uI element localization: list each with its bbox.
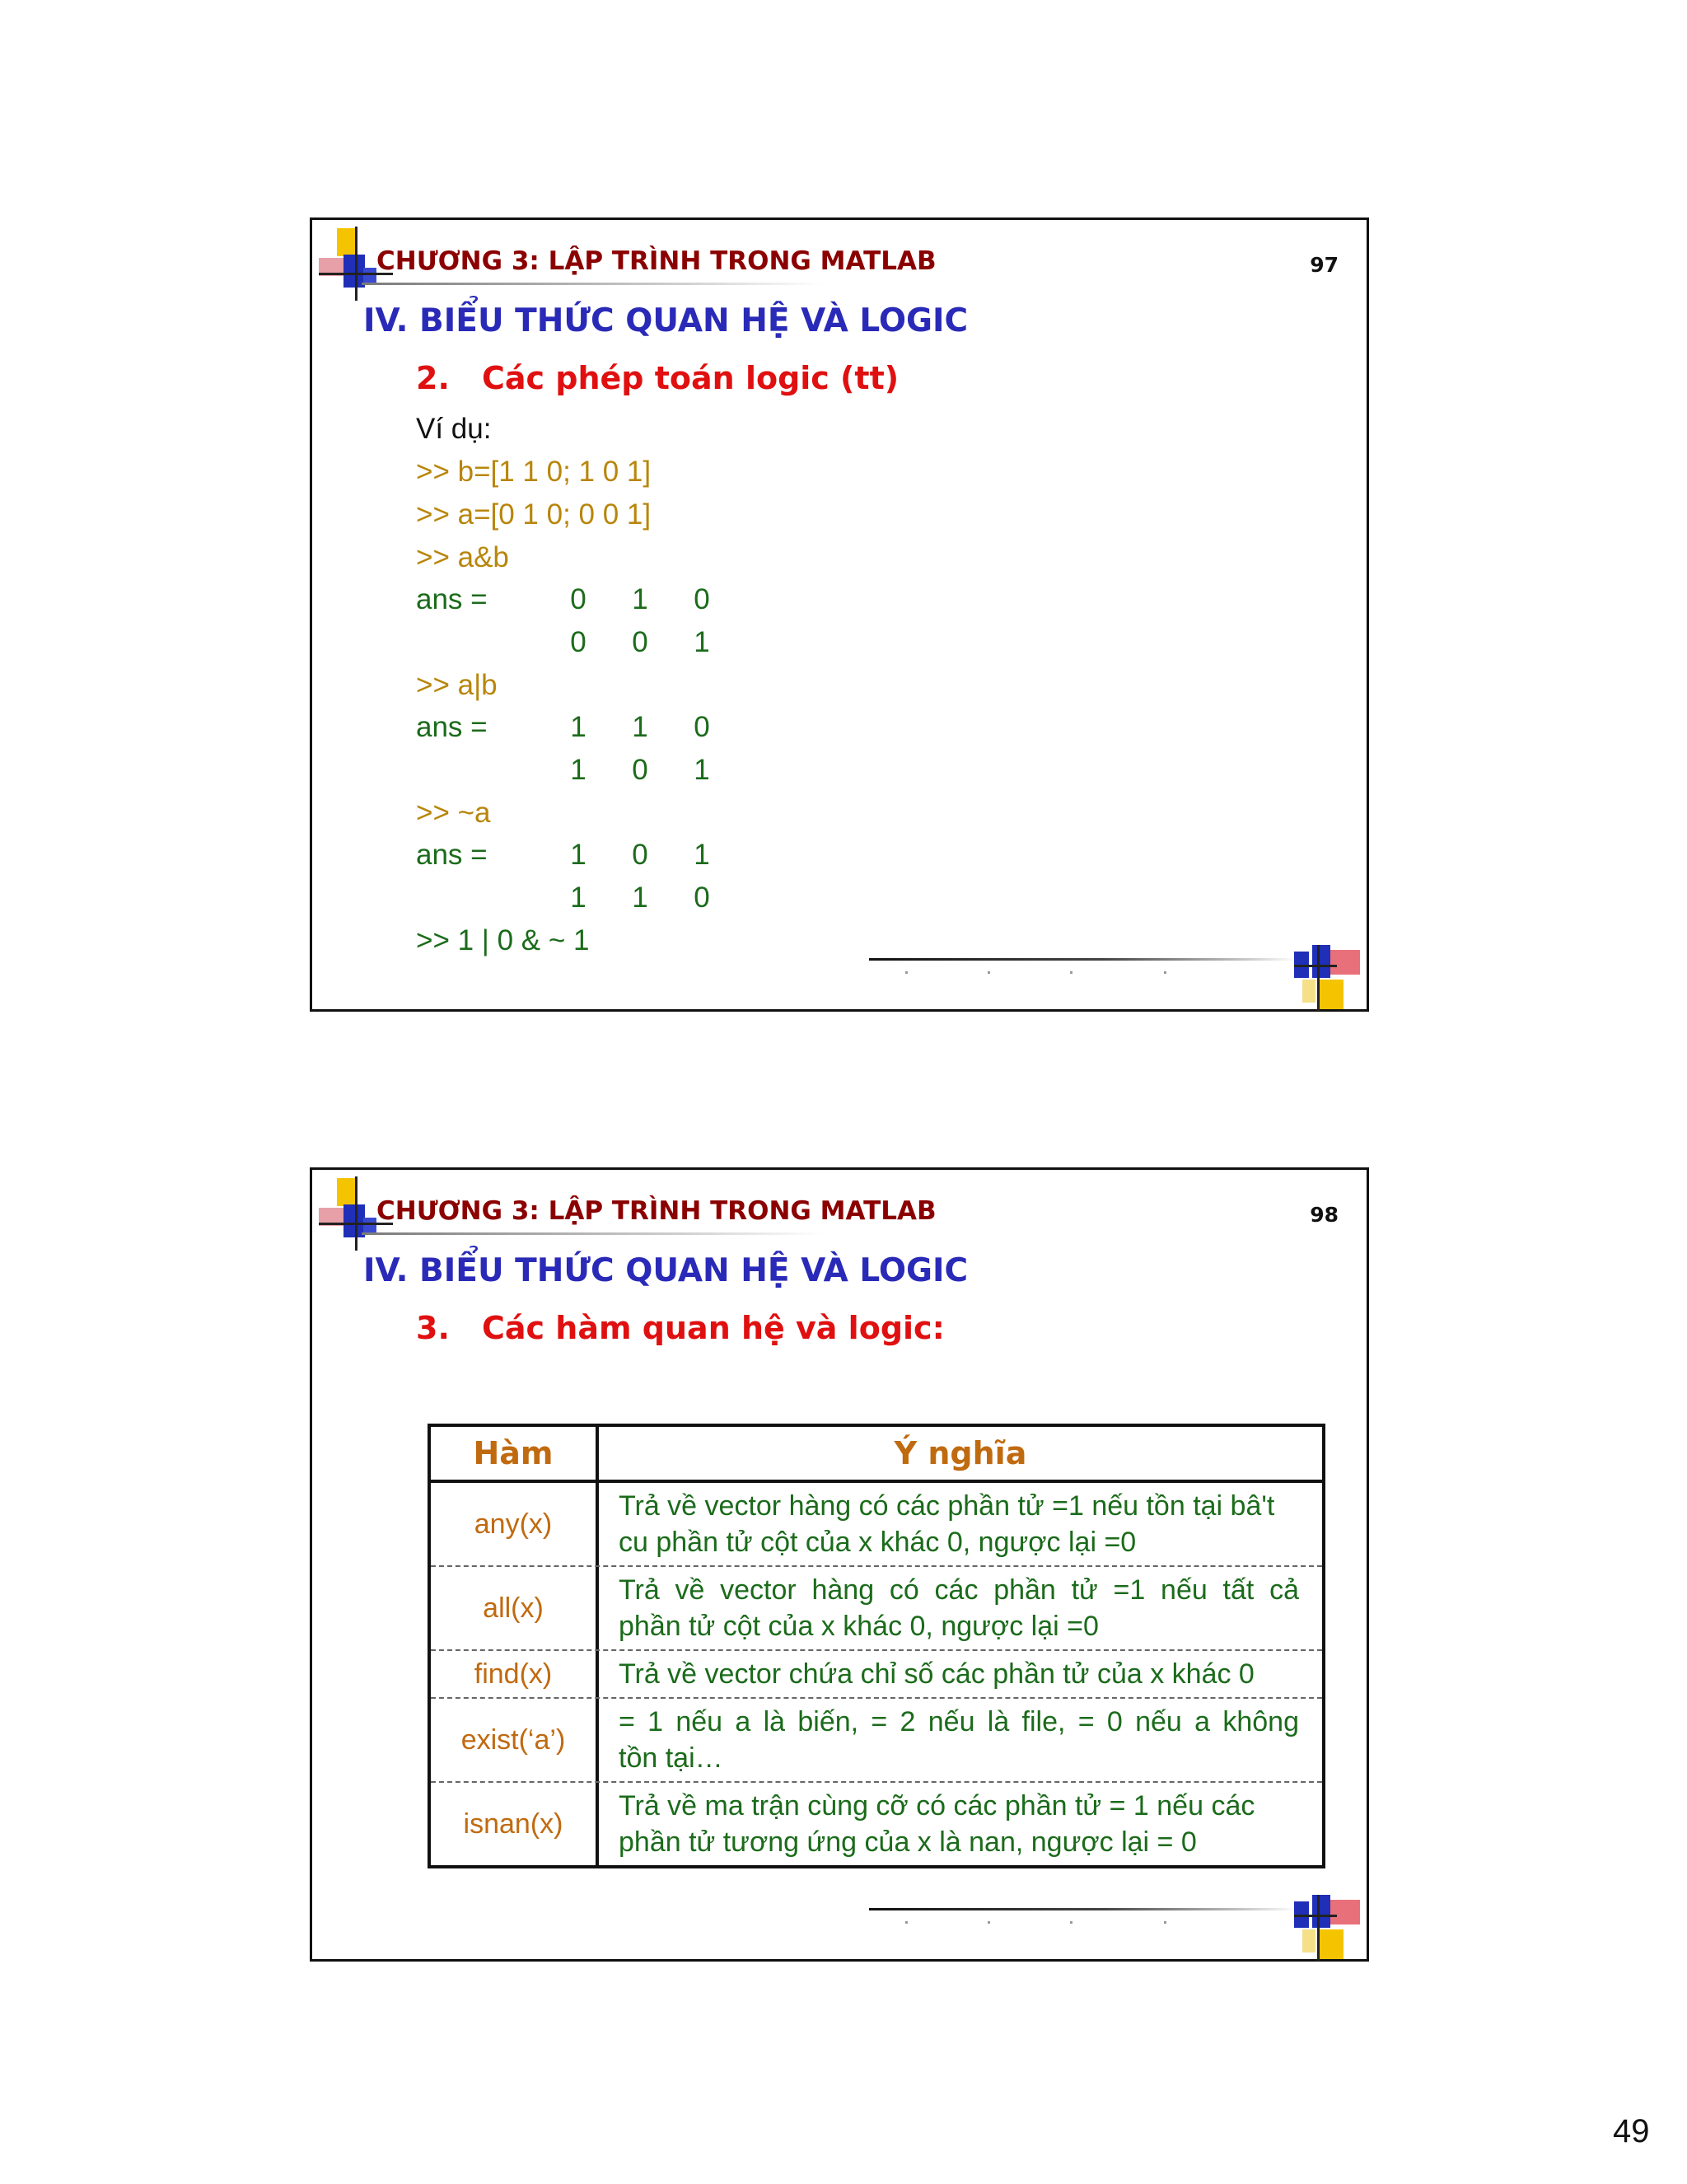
subsection-number: 3. [416,1310,450,1346]
matrix-cell: 0 [570,583,586,615]
description-line: tồn tại… [619,1742,723,1774]
slide-page-number: 98 [1310,1203,1339,1227]
code-line-expression: >> 1 | 0 & ~ 1 [416,924,590,956]
function-name: find(x) [431,1651,599,1697]
matrix-cell: 0 [694,882,710,914]
slide-98 [310,1167,1369,1962]
function-description [599,1567,1322,1649]
subsection-text: Các phép toán logic (tt) [482,360,900,396]
description-line: cu phần tử cột của x khác 0, ngược lại =0 [619,1527,1137,1558]
table-row [431,1699,1322,1783]
matrix-cell: 1 [570,882,586,914]
example-label: Ví dụ: [416,413,492,445]
function-description [599,1483,1322,1565]
matrix-cell: 0 [694,583,710,615]
function-name: isnan(x) [431,1783,599,1865]
footer-line [869,1908,1297,1910]
slide-97 [310,217,1369,1012]
function-description [599,1651,1322,1697]
matrix-cell: 1 [694,626,710,658]
matrix-cell: 0 [632,626,648,658]
description-line: Trả về vector hàng có các phần tử =1 nếu tồn tại bâ't [619,1490,1275,1522]
footer-logo [1294,945,1367,1011]
subsection-title [416,360,899,396]
section-title: IV. BIỂU THỨC QUAN HỆ VÀ LOGIC [363,302,969,339]
matrix-cell: 0 [694,711,710,743]
table-row [431,1483,1322,1567]
code-line-not: >> ~a [416,797,491,829]
logic-functions-table [428,1424,1325,1868]
description-line: phần tử cột của x khác 0, ngược lại =0 [619,1611,1099,1642]
matrix-cell: 0 [632,839,648,871]
matrix-cell: 1 [570,754,586,786]
table-row [431,1783,1322,1865]
description-line: phần tử tương ứng của x là nan, ngược lại = 0 [619,1826,1197,1858]
matrix-cell: 0 [632,754,648,786]
matrix-cell: 1 [632,711,648,743]
matrix-cell: 1 [570,839,586,871]
ans-label: ans = [416,711,488,743]
subsection-title [416,1310,945,1346]
matrix-cell: 1 [570,711,586,743]
subsection-number: 2. [416,360,450,396]
footer-logo [1294,1895,1367,1961]
chapter-underline [362,1232,823,1235]
matrix-cell: 1 [694,754,710,786]
code-line-a: >> a=[0 1 0; 0 0 1] [416,498,652,531]
matrix-cell: 1 [632,583,648,615]
description-line: = 1 nếu a là biến, = 2 nếu là file, = 0 nếu a không [619,1706,1299,1737]
chapter-title: CHƯƠNG 3: LẬP TRÌNH TRONG MATLAB [376,1196,937,1226]
table-row [431,1651,1322,1699]
code-line-and: >> a&b [416,541,509,573]
function-name: any(x) [431,1483,599,1565]
footer-line [869,958,1297,961]
document-page-number: 49 [1613,2113,1650,2149]
description-line: Trả về ma trận cùng cỡ có các phần tử = 1 nếu các [619,1790,1255,1822]
description-line: Trả về vector hàng có các phần tử =1 nếu tất cả [619,1574,1299,1606]
code-line-or: >> a|b [416,669,498,701]
slide-page-number: 97 [1310,253,1339,277]
header-meaning: Ý nghĩa [894,1435,1027,1471]
matrix-cell: 1 [694,839,710,871]
function-description [599,1699,1322,1781]
header-function: Hàm [431,1427,599,1480]
subsection-text: Các hàm quan hệ và logic: [482,1310,945,1346]
code-line-b: >> b=[1 1 0; 1 0 1] [416,456,652,488]
function-name: exist(‘a’) [431,1699,599,1781]
ans-label: ans = [416,583,488,615]
function-name: all(x) [431,1567,599,1649]
section-title: IV. BIỂU THỨC QUAN HỆ VÀ LOGIC [363,1252,969,1289]
matrix-cell: 1 [632,882,648,914]
chapter-underline [362,283,823,285]
chapter-title: CHƯƠNG 3: LẬP TRÌNH TRONG MATLAB [376,246,937,276]
footer-dots [905,1921,1251,1926]
ans-label: ans = [416,839,488,871]
matrix-cell: 0 [570,626,586,658]
footer-dots [905,971,1251,976]
table-row [431,1567,1322,1651]
function-description [599,1783,1322,1865]
description-line: Trả về vector chứa chỉ số các phần tử của x khác 0 [619,1658,1255,1690]
table-header-row [431,1427,1322,1483]
